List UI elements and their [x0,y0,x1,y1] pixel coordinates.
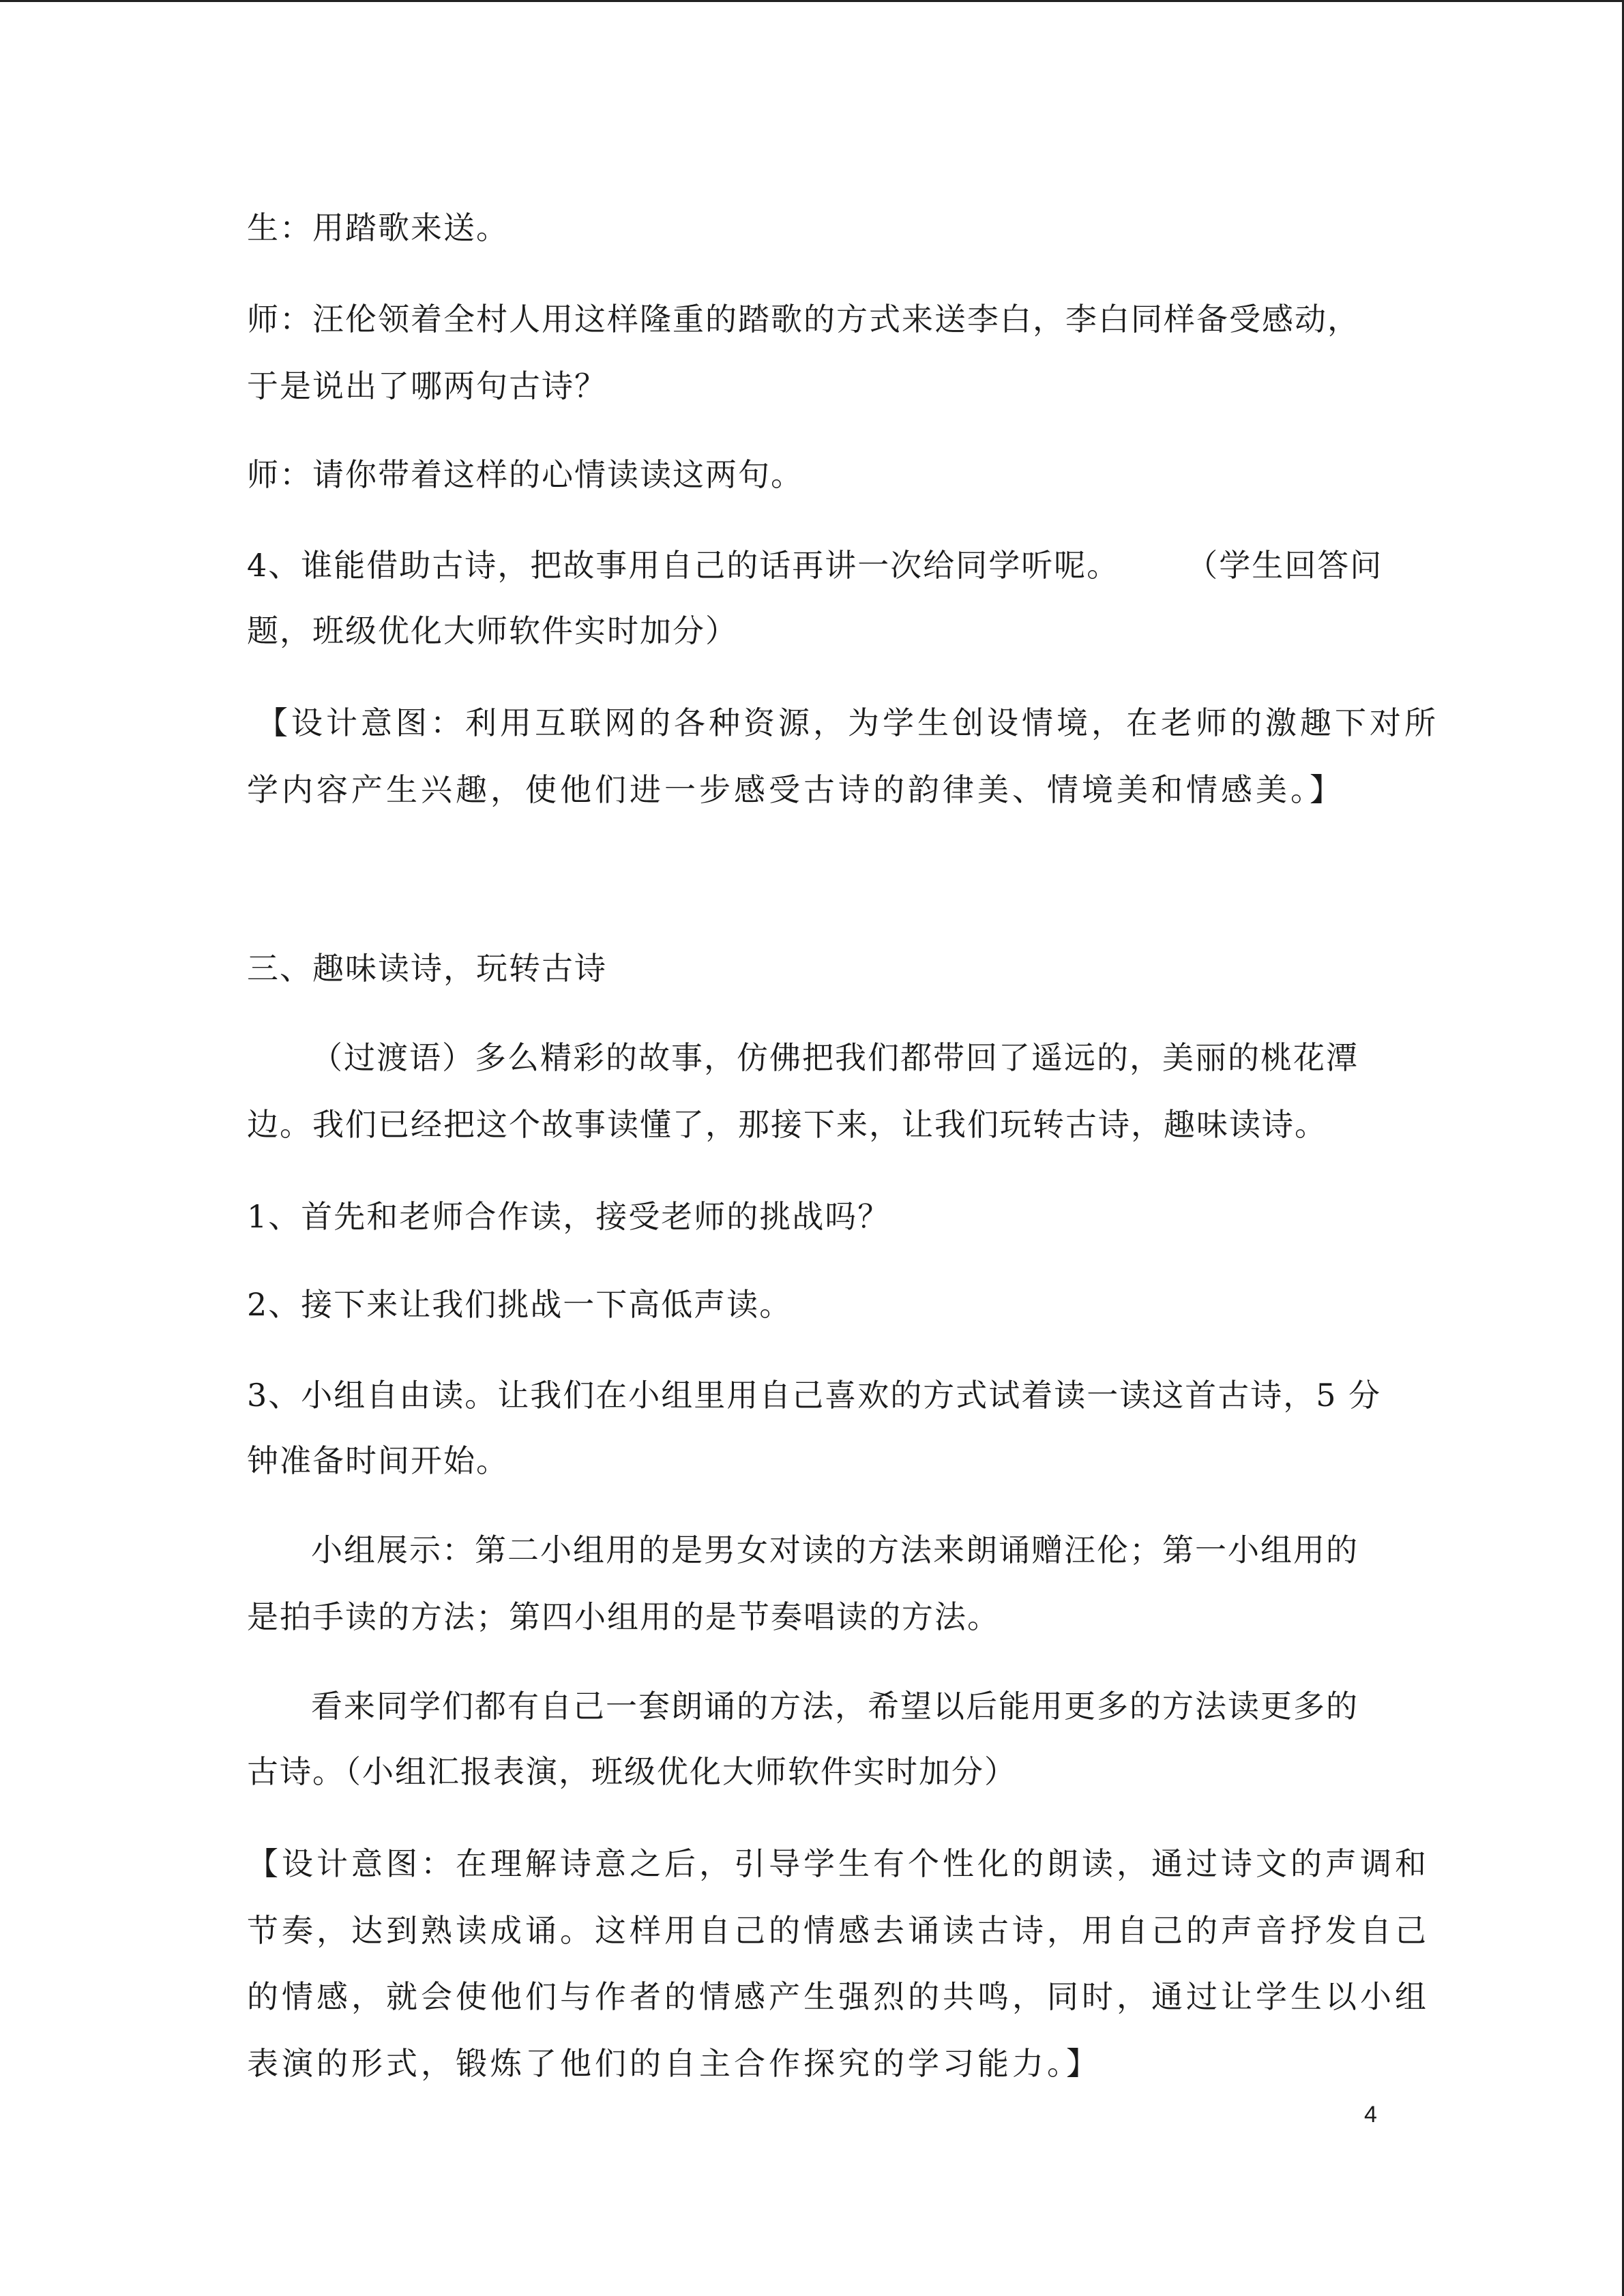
group-show-line-2: 是拍手读的方法；第四小组用的是节奏唱读的方法。 [247,1598,1000,1635]
design-intent-2-line-1: 【设计意图：在理解诗意之后，引导学生有个性化的朗读，通过诗文的声调和 [247,1845,1430,1882]
design-intent-1-line-2: 学内容产生兴趣，使他们进一步感受古诗的韵律美、情境美和情感美。】 [247,771,1344,808]
step-3-line-1: 3、小组自由读。让我们在小组里用自己喜欢的方式试着读一读这首古诗，5 分 [247,1377,1382,1414]
step-1: 1、首先和老师合作读，接受老师的挑战吗？ [247,1198,891,1235]
design-intent-1-line-1: 【设计意图：利用互联网的各种资源，为学生创设情境，在老师的激趣下对所 [256,704,1439,741]
paragraph-retell-line-1: 4、谁能借助古诗，把故事用自己的话再讲一次给同学听呢。 （学生回答问 [247,547,1383,584]
section-heading-3: 三、趣味读诗，玩转古诗 [247,950,607,987]
step-2: 2、接下来让我们挑战一下高低声读。 [247,1286,793,1323]
paragraph-teacher-line-2: 于是说出了哪两句古诗？ [247,368,607,404]
design-intent-2-line-2: 节奏，达到熟读成诵。这样用自己的情感去诵读古诗，用自己的声音抒发自己 [247,1912,1430,1949]
design-intent-2-line-3: 的情感，就会使他们与作者的情感产生强烈的共鸣，同时，通过让学生以小组 [247,1978,1430,2015]
transition-line-1: （过渡语）多么精彩的故事，仿佛把我们都带回了遥远的，美丽的桃花潭 [311,1039,1359,1076]
page-number: 4 [1364,2102,1377,2128]
paragraph-student-answer: 生：用踏歌来送。 [247,209,509,246]
design-intent-2-line-4: 表演的形式，锻炼了他们的自主合作探究的学习能力。】 [247,2045,1101,2082]
summary-line-2: 古诗。（小组汇报表演，班级优化大师软件实时加分） [247,1753,1017,1790]
page-border-top [0,0,1624,2]
transition-line-2: 边。我们已经把这个故事读懂了，那接下来，让我们玩转古诗，趣味读诗。 [247,1106,1327,1143]
paragraph-retell-line-2: 题，班级优化大师软件实时加分） [247,612,738,649]
step-3-line-2: 钟准备时间开始。 [247,1442,509,1479]
paragraph-teacher-line-1: 师：汪伦领着全村人用这样隆重的踏歌的方式来送李白，李白同样备受感动， [247,301,1360,338]
summary-line-1: 看来同学们都有自己一套朗诵的方法，希望以后能用更多的方法读更多的 [311,1688,1359,1725]
group-show-line-1: 小组展示：第二小组用的是男女对读的方法来朗诵赠汪伦；第一小组用的 [311,1532,1359,1568]
paragraph-teacher-read: 师：请你带着这样的心情读读这两句。 [247,456,803,493]
